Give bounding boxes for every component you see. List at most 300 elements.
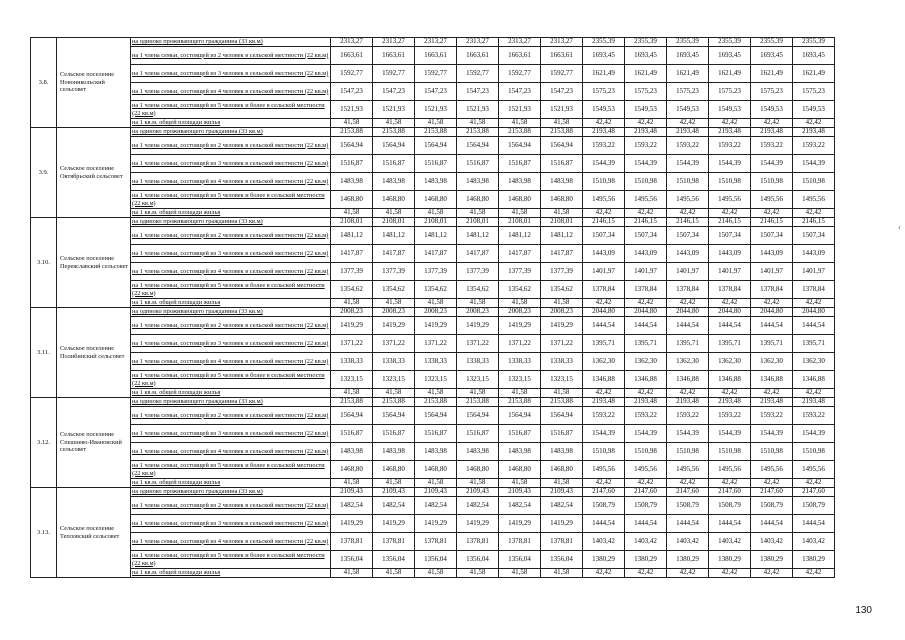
value-cell: 1378,81	[457, 533, 499, 551]
value-cell: 42,42	[583, 119, 625, 128]
value-cell: 1544,39	[709, 425, 751, 443]
value-cell: 1481,12	[373, 227, 415, 245]
value-cell: 1508,79	[751, 497, 793, 515]
value-cell: 1444,54	[583, 515, 625, 533]
value-cell: 1444,54	[583, 317, 625, 335]
table-row	[31, 299, 835, 308]
value-cell: 1593,22	[625, 137, 667, 155]
table-row	[31, 173, 835, 191]
value-cell: 2109,43	[415, 488, 457, 497]
settlement-name: Сельское поселение Тепловский сельсовет	[57, 488, 131, 578]
value-cell: 42,42	[583, 209, 625, 218]
value-cell: 2193,48	[625, 128, 667, 137]
value-cell: 1510,98	[583, 443, 625, 461]
value-cell: 1564,94	[457, 137, 499, 155]
value-cell: 42,42	[709, 209, 751, 218]
value-cell: 1483,98	[415, 443, 457, 461]
table-row	[31, 389, 835, 398]
value-cell: 1693,45	[751, 47, 793, 65]
value-cell: 1468,80	[499, 191, 541, 209]
value-cell: 42,42	[793, 119, 835, 128]
value-cell: 1419,29	[541, 317, 583, 335]
value-cell: 1516,87	[331, 155, 373, 173]
value-cell: 41,58	[331, 299, 373, 308]
value-cell: 1663,61	[415, 47, 457, 65]
value-cell: 1419,29	[541, 515, 583, 533]
value-cell: 1521,93	[457, 101, 499, 119]
row-description: на 1 члена семьи, состоящей из 2 человек в сельской местности (22 кв.м)	[131, 47, 331, 65]
row-description: на 1 члена семьи, состоящей из 4 человек в сельской местности (22 кв.м)	[131, 533, 331, 551]
value-cell: 2313,27	[499, 38, 541, 47]
value-cell: 1593,22	[751, 137, 793, 155]
value-cell: 2153,88	[541, 128, 583, 137]
value-cell: 42,42	[583, 569, 625, 578]
value-cell: 2147,60	[709, 488, 751, 497]
value-cell: 1593,22	[625, 407, 667, 425]
value-cell: 1544,39	[583, 155, 625, 173]
value-cell: 1377,39	[499, 263, 541, 281]
value-cell: 41,58	[415, 209, 457, 218]
value-cell: 2313,27	[541, 38, 583, 47]
value-cell: 1371,22	[331, 335, 373, 353]
row-description: на 1 члена семьи, состоящей из 3 человек в сельской местности (22 кв.м)	[131, 155, 331, 173]
value-cell: 2193,48	[709, 128, 751, 137]
value-cell: 41,58	[457, 119, 499, 128]
value-cell: 1378,81	[541, 533, 583, 551]
section-number: 3.12.	[31, 398, 57, 488]
value-cell: 1338,33	[331, 353, 373, 371]
value-cell: 42,42	[751, 209, 793, 218]
value-cell: 1444,54	[751, 317, 793, 335]
value-cell: 2153,88	[457, 128, 499, 137]
page-number: 130	[855, 605, 872, 616]
value-cell: 1495,56	[709, 191, 751, 209]
value-cell: 1395,71	[793, 335, 835, 353]
value-cell: 1419,29	[373, 317, 415, 335]
value-cell: 2109,43	[499, 488, 541, 497]
value-cell: 2044,80	[793, 308, 835, 317]
value-cell: 41,58	[457, 209, 499, 218]
value-cell: 1547,23	[415, 83, 457, 101]
value-cell: 2109,43	[331, 488, 373, 497]
value-cell: 1564,94	[499, 137, 541, 155]
value-cell: 2193,48	[751, 128, 793, 137]
value-cell: 1395,71	[709, 335, 751, 353]
value-cell: 1403,42	[709, 533, 751, 551]
value-cell: 1419,29	[373, 515, 415, 533]
value-cell: 41,58	[541, 119, 583, 128]
section-number: 3.13.	[31, 488, 57, 578]
value-cell: 1564,94	[541, 407, 583, 425]
value-cell: 1663,61	[373, 47, 415, 65]
value-cell: 41,58	[457, 479, 499, 488]
value-cell: 1516,87	[373, 425, 415, 443]
value-cell: 1403,42	[625, 533, 667, 551]
value-cell: 2193,48	[751, 398, 793, 407]
value-cell: 1380,29	[751, 551, 793, 569]
value-cell: 1516,87	[457, 425, 499, 443]
value-cell: 2313,27	[457, 38, 499, 47]
scan-edge-mark: ‹	[898, 222, 901, 232]
value-cell: 1362,30	[625, 353, 667, 371]
row-description: на 1 члена семьи, состоящей из 2 человек в сельской местности (22 кв.м)	[131, 227, 331, 245]
table-row	[31, 137, 835, 155]
value-cell: 1419,29	[499, 515, 541, 533]
value-cell: 1495,56	[667, 191, 709, 209]
value-cell: 41,58	[373, 299, 415, 308]
value-cell: 1521,93	[499, 101, 541, 119]
value-cell: 41,58	[415, 299, 457, 308]
value-cell: 42,42	[751, 299, 793, 308]
value-cell: 1564,94	[415, 137, 457, 155]
value-cell: 2355,39	[751, 38, 793, 47]
value-cell: 1468,80	[415, 191, 457, 209]
table-row	[31, 398, 835, 407]
value-cell: 1483,98	[373, 443, 415, 461]
value-cell: 1507,34	[709, 227, 751, 245]
row-description: на 1 члена семьи, состоящей из 5 человек и более в сельской местности (22 кв.м)	[131, 281, 331, 299]
row-description: на 1 кв.м. общей площади жилья	[131, 389, 331, 398]
value-cell: 1544,39	[709, 155, 751, 173]
value-cell: 1593,22	[667, 137, 709, 155]
row-description: на 1 члена семьи, состоящей из 2 человек в сельской местности (22 кв.м)	[131, 407, 331, 425]
value-cell: 1346,88	[625, 371, 667, 389]
value-cell: 1593,22	[583, 137, 625, 155]
table-row	[31, 317, 835, 335]
value-cell: 1356,04	[541, 551, 583, 569]
row-description: на одиноко проживающего гражданина (33 кв.м)	[131, 308, 331, 317]
value-cell: 2313,27	[373, 38, 415, 47]
value-cell: 1403,42	[751, 533, 793, 551]
table-row	[31, 191, 835, 209]
settlement-name: Сельское поселение Новоникольский сельсовет	[57, 38, 131, 128]
value-cell: 1346,88	[667, 371, 709, 389]
section-number: 3.10.	[31, 218, 57, 308]
row-description: на 1 члена семьи, состоящей из 5 человек и более в сельской местности (22 кв.м)	[131, 551, 331, 569]
table-row	[31, 569, 835, 578]
value-cell: 2153,88	[499, 398, 541, 407]
value-cell: 42,42	[751, 119, 793, 128]
settlement-name: Сельское поселение Спешнево-Ивановский сельсовет	[57, 398, 131, 488]
value-cell: 2355,39	[793, 38, 835, 47]
value-cell: 1483,98	[331, 443, 373, 461]
value-cell: 1510,98	[625, 173, 667, 191]
value-cell: 41,58	[373, 479, 415, 488]
value-cell: 42,42	[583, 299, 625, 308]
value-cell: 2355,39	[583, 38, 625, 47]
table-row	[31, 119, 835, 128]
table-row	[31, 38, 835, 47]
table-row	[31, 407, 835, 425]
table-row	[31, 371, 835, 389]
value-cell: 1401,97	[751, 263, 793, 281]
value-cell: 2153,88	[457, 398, 499, 407]
value-cell: 1444,54	[709, 515, 751, 533]
value-cell: 1564,94	[499, 407, 541, 425]
value-cell: 1378,81	[415, 533, 457, 551]
value-cell: 41,58	[415, 479, 457, 488]
value-cell: 1468,80	[457, 461, 499, 479]
value-cell: 1663,61	[331, 47, 373, 65]
value-cell: 2355,39	[709, 38, 751, 47]
value-cell: 1483,98	[499, 173, 541, 191]
value-cell: 1663,61	[457, 47, 499, 65]
row-description: на 1 члена семьи, состоящей из 3 человек в сельской местности (22 кв.м)	[131, 65, 331, 83]
value-cell: 1693,45	[667, 47, 709, 65]
value-cell: 41,58	[373, 389, 415, 398]
value-cell: 1593,22	[709, 137, 751, 155]
value-cell: 1547,23	[541, 83, 583, 101]
value-cell: 1693,45	[709, 47, 751, 65]
value-cell: 42,42	[709, 119, 751, 128]
value-cell: 1403,42	[793, 533, 835, 551]
value-cell: 1323,15	[499, 371, 541, 389]
value-cell: 1371,22	[457, 335, 499, 353]
value-cell: 1564,94	[331, 137, 373, 155]
value-cell: 1377,39	[415, 263, 457, 281]
row-description: на 1 кв.м. общей площади жилья	[131, 299, 331, 308]
value-cell: 41,58	[415, 569, 457, 578]
value-cell: 1508,79	[793, 497, 835, 515]
value-cell: 1323,15	[457, 371, 499, 389]
value-cell: 1444,54	[625, 317, 667, 335]
value-cell: 1380,29	[583, 551, 625, 569]
section-number: 3.8.	[31, 38, 57, 128]
table-row	[31, 263, 835, 281]
value-cell: 1468,80	[457, 191, 499, 209]
value-cell: 1483,98	[499, 443, 541, 461]
row-description: на 1 члена семьи, состоящей из 4 человек в сельской местности (22 кв.м)	[131, 443, 331, 461]
value-cell: 1495,56	[625, 461, 667, 479]
table-row	[31, 488, 835, 497]
value-cell: 1468,80	[541, 461, 583, 479]
value-cell: 1593,22	[583, 407, 625, 425]
value-cell: 1346,88	[583, 371, 625, 389]
table-row	[31, 497, 835, 515]
value-cell: 1516,87	[541, 155, 583, 173]
value-cell: 42,42	[793, 479, 835, 488]
value-cell: 2109,43	[457, 488, 499, 497]
row-description: на 1 кв.м. общей площади жилья	[131, 119, 331, 128]
value-cell: 41,58	[331, 389, 373, 398]
value-cell: 41,58	[331, 479, 373, 488]
value-cell: 1575,23	[793, 83, 835, 101]
value-cell: 1417,87	[415, 245, 457, 263]
value-cell: 2193,48	[793, 398, 835, 407]
value-cell: 1444,54	[709, 317, 751, 335]
value-cell: 1378,84	[667, 281, 709, 299]
row-description: на 1 члена семьи, состоящей из 5 человек и более в сельской местности (22 кв.м)	[131, 371, 331, 389]
value-cell: 1346,88	[709, 371, 751, 389]
value-cell: 1378,84	[625, 281, 667, 299]
value-cell: 2008,23	[499, 308, 541, 317]
value-cell: 1323,15	[373, 371, 415, 389]
value-cell: 1547,23	[457, 83, 499, 101]
value-cell: 2044,80	[625, 308, 667, 317]
value-cell: 1544,39	[625, 425, 667, 443]
value-cell: 1417,87	[331, 245, 373, 263]
value-cell: 42,42	[667, 209, 709, 218]
value-cell: 1443,09	[793, 245, 835, 263]
value-cell: 1510,98	[793, 443, 835, 461]
value-cell: 1593,22	[709, 407, 751, 425]
value-cell: 1482,54	[541, 497, 583, 515]
value-cell: 2008,23	[331, 308, 373, 317]
value-cell: 1547,23	[499, 83, 541, 101]
value-cell: 41,58	[541, 389, 583, 398]
table-row	[31, 425, 835, 443]
value-cell: 1521,93	[373, 101, 415, 119]
value-cell: 1621,49	[667, 65, 709, 83]
row-description: на 1 кв.м. общей площади жилья	[131, 209, 331, 218]
value-cell: 1468,80	[331, 461, 373, 479]
value-cell: 1593,22	[667, 407, 709, 425]
value-cell: 41,58	[331, 119, 373, 128]
value-cell: 1516,87	[499, 155, 541, 173]
table-row	[31, 479, 835, 488]
value-cell: 1544,39	[793, 155, 835, 173]
value-cell: 2153,88	[331, 398, 373, 407]
value-cell: 1544,39	[583, 425, 625, 443]
value-cell: 1516,87	[541, 425, 583, 443]
value-cell: 1564,94	[541, 137, 583, 155]
value-cell: 2008,23	[541, 308, 583, 317]
value-cell: 2146,15	[793, 218, 835, 227]
value-cell: 1378,81	[331, 533, 373, 551]
value-cell: 1564,94	[373, 137, 415, 155]
value-cell: 2153,88	[415, 398, 457, 407]
value-cell: 42,42	[625, 119, 667, 128]
value-cell: 1468,80	[373, 461, 415, 479]
value-cell: 42,42	[751, 569, 793, 578]
value-cell: 1593,22	[751, 407, 793, 425]
value-cell: 1510,98	[709, 173, 751, 191]
value-cell: 41,58	[541, 299, 583, 308]
value-cell: 42,42	[667, 479, 709, 488]
value-cell: 1356,04	[373, 551, 415, 569]
row-description: на 1 члена семьи, состоящей из 2 человек в сельской местности (22 кв.м)	[131, 317, 331, 335]
value-cell: 1549,53	[625, 101, 667, 119]
value-cell: 1419,29	[331, 317, 373, 335]
value-cell: 1483,98	[457, 173, 499, 191]
value-cell: 1663,61	[541, 47, 583, 65]
value-cell: 1521,93	[541, 101, 583, 119]
value-cell: 1575,23	[625, 83, 667, 101]
value-cell: 1444,54	[625, 515, 667, 533]
value-cell: 1549,53	[667, 101, 709, 119]
row-description: на 1 кв.м. общей площади жилья	[131, 569, 331, 578]
value-cell: 2313,27	[331, 38, 373, 47]
value-cell: 1510,98	[583, 173, 625, 191]
value-cell: 1507,34	[625, 227, 667, 245]
value-cell: 1443,09	[667, 245, 709, 263]
value-cell: 2193,48	[583, 398, 625, 407]
value-cell: 2147,60	[625, 488, 667, 497]
value-cell: 1354,62	[457, 281, 499, 299]
value-cell: 2153,88	[415, 128, 457, 137]
row-description: на 1 члена семьи, состоящей из 3 человек в сельской местности (22 кв.м)	[131, 245, 331, 263]
value-cell: 1444,54	[793, 317, 835, 335]
value-cell: 1323,15	[541, 371, 583, 389]
row-description: на одиноко проживающего гражданина (33 кв.м)	[131, 128, 331, 137]
value-cell: 1354,62	[415, 281, 457, 299]
value-cell: 1444,54	[751, 515, 793, 533]
value-cell: 1371,22	[415, 335, 457, 353]
value-cell: 2147,60	[751, 488, 793, 497]
row-description: на 1 кв.м. общей площади жилья	[131, 479, 331, 488]
value-cell: 2147,60	[583, 488, 625, 497]
value-cell: 2108,01	[541, 218, 583, 227]
value-cell: 1377,39	[373, 263, 415, 281]
value-cell: 1483,98	[541, 443, 583, 461]
row-description: на 1 члена семьи, состоящей из 4 человек в сельской местности (22 кв.м)	[131, 173, 331, 191]
value-cell: 42,42	[751, 389, 793, 398]
value-cell: 1592,77	[415, 65, 457, 83]
table-row	[31, 245, 835, 263]
value-cell: 1483,98	[541, 173, 583, 191]
value-cell: 1378,81	[499, 533, 541, 551]
value-cell: 1621,49	[793, 65, 835, 83]
value-cell: 41,58	[457, 569, 499, 578]
value-cell: 2153,88	[373, 128, 415, 137]
value-cell: 1482,54	[331, 497, 373, 515]
value-cell: 1378,84	[583, 281, 625, 299]
value-cell: 1575,23	[751, 83, 793, 101]
settlement-name: Сельское поселение Октябрьский сельсовет	[57, 128, 131, 218]
row-description: на 1 члена семьи, состоящей из 3 человек в сельской местности (22 кв.м)	[131, 335, 331, 353]
value-cell: 1549,53	[751, 101, 793, 119]
row-description: на 1 члена семьи, состоящей из 4 человек в сельской местности (22 кв.м)	[131, 83, 331, 101]
table-row	[31, 551, 835, 569]
value-cell: 1516,87	[415, 425, 457, 443]
row-description: на 1 члена семьи, состоящей из 4 человек в сельской местности (22 кв.м)	[131, 353, 331, 371]
value-cell: 2108,01	[331, 218, 373, 227]
value-cell: 1481,12	[499, 227, 541, 245]
value-cell: 1510,98	[667, 173, 709, 191]
value-cell: 1564,94	[373, 407, 415, 425]
value-cell: 1544,39	[667, 425, 709, 443]
value-cell: 42,42	[709, 389, 751, 398]
value-cell: 2193,48	[625, 398, 667, 407]
value-cell: 1417,87	[541, 245, 583, 263]
value-cell: 1482,54	[457, 497, 499, 515]
value-cell: 2108,01	[499, 218, 541, 227]
table-row	[31, 461, 835, 479]
section-number: 3.9.	[31, 128, 57, 218]
value-cell: 1507,34	[793, 227, 835, 245]
value-cell: 2193,48	[793, 128, 835, 137]
value-cell: 2313,27	[415, 38, 457, 47]
tariff-table	[30, 37, 835, 578]
value-cell: 1468,80	[373, 191, 415, 209]
value-cell: 1380,29	[793, 551, 835, 569]
row-description: на одиноко проживающего гражданина (33 кв.м)	[131, 398, 331, 407]
value-cell: 41,58	[415, 119, 457, 128]
value-cell: 1419,29	[415, 317, 457, 335]
value-cell: 1521,93	[331, 101, 373, 119]
value-cell: 1401,97	[709, 263, 751, 281]
value-cell: 1468,80	[331, 191, 373, 209]
value-cell: 1338,33	[415, 353, 457, 371]
value-cell: 2193,48	[709, 398, 751, 407]
value-cell: 1495,56	[751, 191, 793, 209]
value-cell: 1693,45	[625, 47, 667, 65]
value-cell: 1354,62	[541, 281, 583, 299]
value-cell: 1592,77	[373, 65, 415, 83]
table-row	[31, 533, 835, 551]
value-cell: 1444,54	[667, 317, 709, 335]
value-cell: 1378,84	[751, 281, 793, 299]
